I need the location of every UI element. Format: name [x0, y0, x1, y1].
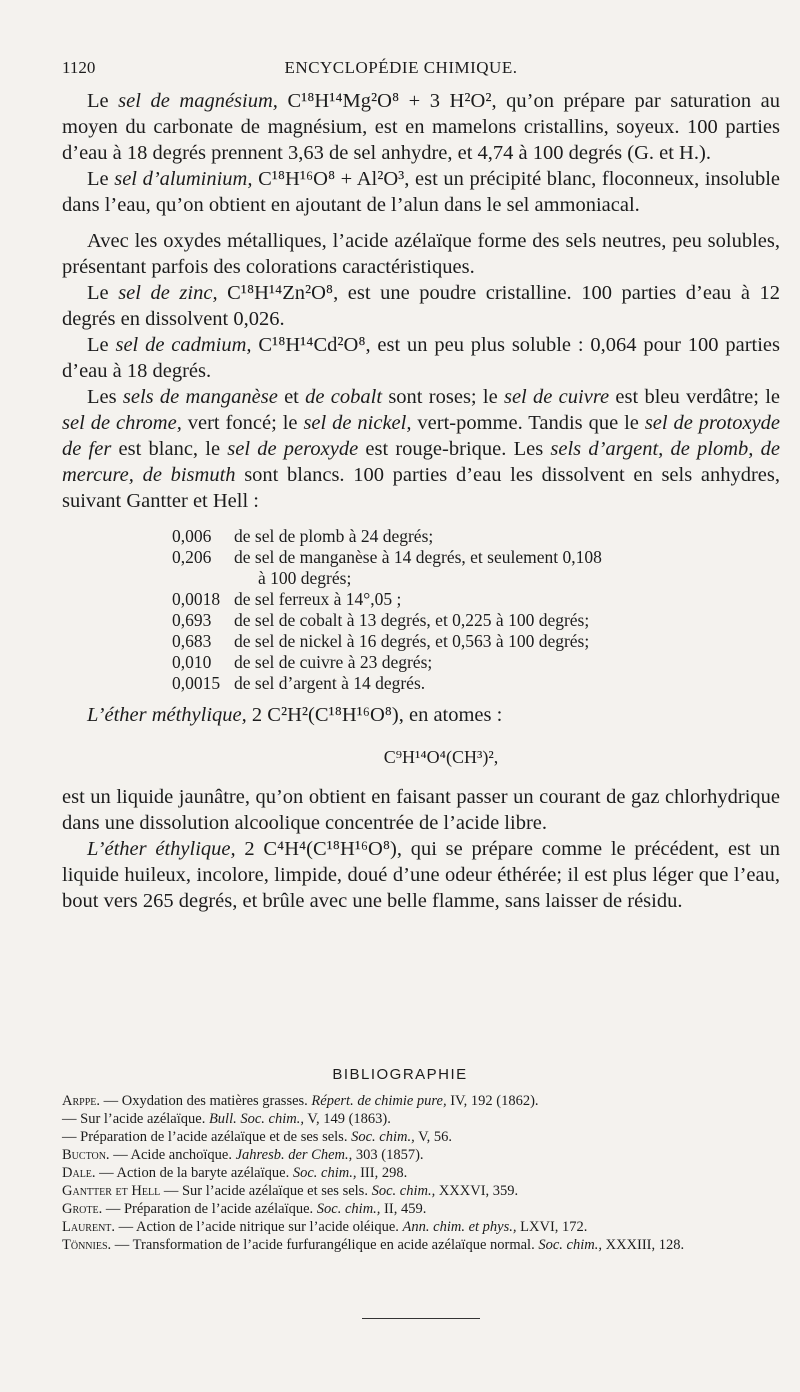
paragraph-ethyl-ether: L’éther éthylique, 2 C⁴H⁴(C¹⁸H¹⁶O⁸), qui se prépare comme le précédent, est un liquide huileux, incolore, limpide, doué d’une odeur éthérée; il est plus léger que l’eau, bout vers 265 degrés, et brûle avec une belle flamme, sans laisser de résidu. [62, 838, 780, 912]
bibliography-entry: — Préparation de l’acide azélaïque et de ses sels. Soc. chim., V, 56. [62, 1129, 453, 1145]
bibliography-entry: Dale. — Action de la baryte azélaïque. Soc. chim., III, 298. [62, 1165, 408, 1181]
paragraph-methyl-ether: L’éther méthylique, 2 C²H²(C¹⁸H¹⁶O⁸), en atomes : [87, 704, 503, 726]
list-item: 0,683 de sel de nickel à 16 degrés, et 0,563 à 100 degrés; [172, 631, 590, 651]
bibliography-entry: — Sur l’acide azélaïque. Bull. Soc. chim., V, 149 (1863). [62, 1111, 391, 1127]
paragraph-salt-colors: Les sels de manganèse et de cobalt sont roses; le sel de cuivre est bleu verdâtre; le sel de chrome, vert foncé; le sel de nickel, vert-pomme. Tandis que le sel de protoxyde de fer est blanc, le sel de peroxyde est rouge-brique. Les sels d’argent, de plomb, de mercure, de bismuth sont blancs. 100 parties d’eau les dissolvent en sels anhydres, suivant Gantter et Hell : [62, 386, 781, 512]
list-item: 0,206 de sel de manganèse à 14 degrés, et seulement 0,108 [172, 547, 602, 567]
bibliography-entry: Laurent. — Action de l’acide nitrique sur l’acide oléique. Ann. chim. et phys., LXVI, 172. [62, 1219, 588, 1235]
bibliography-entry: Tönnies. — Transformation de l’acide furfurangélique en acide azélaïque normal. Soc. chim., XXXIII, 128. [62, 1237, 685, 1253]
bibliography-entry: Gantter et Hell — Sur l’acide azélaïque et ses sels. Soc. chim., XXXVI, 359. [62, 1183, 519, 1199]
bibliography-entry: Arppe. — Oxydation des matières grasses. Répert. de chimie pure, IV, 192 (1862). [62, 1093, 539, 1109]
list-item: 0,0015 de sel d’argent à 14 degrés. [172, 673, 426, 693]
list-item: 0,006 de sel de plomb à 24 degrés; [172, 526, 434, 546]
list-item: 0,010 de sel de cuivre à 23 degrés; [172, 652, 433, 672]
paragraph-aluminium-salt: Le sel d’aluminium, C¹⁸H¹⁶O⁸ + Al²O³, est un précipité blanc, floconneux, insoluble dans l’eau, qu’on obtient en ajoutant de l’alun dans le sel ammoniacal. [62, 168, 780, 216]
paragraph-magnesium-salt: Le sel de magnésium, C¹⁸H¹⁴Mg²O⁸ + 3 H²O², qu’on prépare par saturation au moyen du carbonate de magnésium, est en mamelons cristallins, soyeux. 100 parties d’eau à 18 degrés prennent 3,63 de sel anhydre, et 4,74 à 100 degrés (G. et H.). [62, 90, 780, 164]
chemical-formula: C⁹H¹⁴O⁴(CH³)², [383, 747, 499, 767]
paragraph-methyl-ether-description: est un liquide jaunâtre, qu’on obtient en faisant passer un courant de gaz chlorhydrique dans une dissolution alcoolique concentrée de l’acide libre. [62, 786, 780, 834]
page-header [62, 58, 740, 82]
closing-rule [362, 1318, 480, 1319]
bibliography-heading: BIBLIOGRAPHIE [332, 1066, 468, 1083]
paragraph-metallic-oxides: Avec les oxydes métalliques, l’acide azélaïque forme des sels neutres, peu solubles, présentant parfois des colorations caractéristiques. [62, 230, 780, 278]
list-item: 0,0018 de sel ferreux à 14°,05 ; [172, 589, 402, 609]
paragraph-zinc-salt: Le sel de zinc, C¹⁸H¹⁴Zn²O⁸, est une poudre cristalline. 100 parties d’eau à 12 degrés en dissolvent 0,026. [62, 282, 780, 330]
paragraph-cadmium-salt: Le sel de cadmium, C¹⁸H¹⁴Cd²O⁸, est un peu plus soluble : 0,064 pour 100 parties d’eau à 18 degrés. [62, 334, 781, 382]
bibliography-list [62, 1092, 780, 1254]
list-item-continuation: à 100 degrés; [258, 568, 352, 588]
solubility-list [172, 526, 780, 694]
bibliography-entry: Grote. — Préparation de l’acide azélaïque. Soc. chim., II, 459. [62, 1201, 427, 1217]
main-text [62, 88, 780, 914]
bibliography-entry: Bucton. — Acide anchoïque. Jahresb. der Chem., 303 (1857). [62, 1147, 424, 1163]
list-item: 0,693 de sel de cobalt à 13 degrés, et 0,225 à 100 degrés; [172, 610, 590, 630]
page-number: 1120 [62, 58, 96, 77]
running-title: ENCYCLOPÉDIE CHIMIQUE. [284, 58, 518, 77]
